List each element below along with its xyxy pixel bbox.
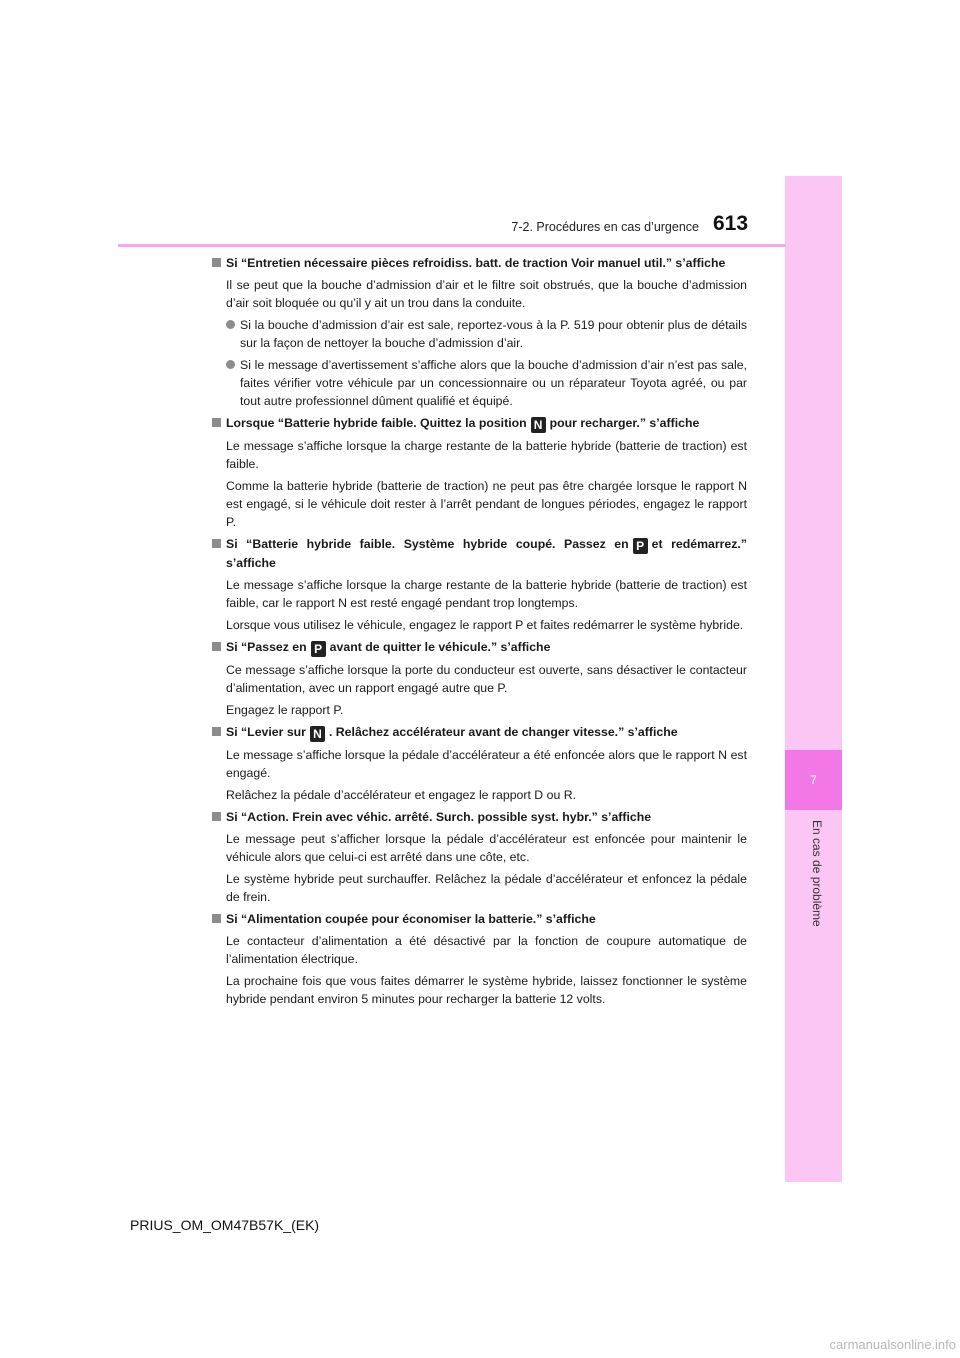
square-bullet-icon [212,642,221,651]
section-heading: Si “Batterie hybride faible. Système hybride coupé. Passez en P et redémarrez.” s’affiche [212,535,747,572]
chapter-title: En cas de problème [810,820,824,927]
page-number: 613 [713,212,749,235]
section-heading: Lorsque “Batterie hybride faible. Quittez la position N pour recharger.” s’affiche [212,414,747,433]
section-hybrid-off [212,535,747,634]
section-cooling-maintenance [212,254,747,410]
paragraph: Comme la batterie hybride (batterie de traction) ne peut pas être chargée lorsque le rapport N est engagé, si le véhicule doit rester à l’arrêt pendant de longues périodes, engagez le rapport P. [226,479,747,529]
paragraph: Le message peut s’afficher lorsque la pédale d’accélérateur est enfoncée pour maintenir le véhicule alors que celui-ci est arrêté dans une côte, etc. [226,832,747,864]
gear-p-icon: P [633,538,648,554]
paragraph: Le message s’affiche lorsque la charge restante de la batterie hybride (batterie de traction) est faible, car le rapport N est resté engagé pendant trop longtemps. [226,578,747,610]
paragraph: La prochaine fois que vous faites démarrer le système hybride, laissez fonctionner le système hybride pendant environ 5 minutes pour recharger la batterie 12 volts. [226,974,747,1006]
paragraph: Le message s’affiche lorsque la charge restante de la batterie hybride (batterie de traction) est faible. [226,439,747,471]
square-bullet-icon [212,812,221,821]
gear-p-icon: P [311,641,326,657]
square-bullet-icon [212,727,221,736]
square-bullet-icon [212,418,221,427]
section-heading: Si “Levier sur N . Relâchez accélérateur avant de changer vitesse.” s’affiche [212,723,747,742]
bullet-item: Si la bouche d’admission d’air est sale, reportez-vous à la P. 519 pour obtenir plus de détails sur la façon de nettoyer la bouche d’admission d’air. [212,316,747,352]
section-low-battery-n [212,414,747,531]
section-heading: Si “Passez en P avant de quitter le véhicule.” s’affiche [212,638,747,657]
round-bullet-icon [226,360,235,369]
section-heading: Si “Action. Frein avec véhic. arrêté. Surch. possible syst. hybr.” s’affiche [212,808,747,826]
gear-n-icon: N [310,726,325,742]
section-power-off [212,910,747,1008]
round-bullet-icon [226,320,235,329]
section-brake-overheat [212,808,747,906]
paragraph: Il se peut que la bouche d’admission d’air et le filtre soit obstrués, que la bouche d’admission d’air soit bloquée ou qu’il y ait un trou dans la conduite. [226,278,747,310]
paragraph: Lorsque vous utilisez le véhicule, engagez le rapport P et faites redémarrer le système hybride. [226,618,744,632]
header-rule [118,244,786,247]
paragraph: Engagez le rapport P. [226,703,344,717]
watermark-link[interactable]: carmanualsonline.info [829,1337,956,1352]
paragraph: Le contacteur d’alimentation a été désactivé par la fonction de coupure automatique de l’alimentation électrique. [226,934,747,966]
chapter-number-tab: 7 [785,750,842,810]
square-bullet-icon [212,258,221,267]
paragraph: Le message s’affiche lorsque la pédale d’accélérateur a été enfoncée alors que le rapport N est engagé. [226,748,747,780]
paragraph: Relâchez la pédale d’accélérateur et engagez le rapport D ou R. [226,788,576,802]
paragraph: Ce message s’affiche lorsque la porte du conducteur est ouverte, sans désactiver le contacteur d’alimentation, avec un rapport engagé autre que P. [226,663,747,695]
section-heading: Si “Entretien nécessaire pièces refroidiss. batt. de traction Voir manuel util.” s’affiche [212,254,747,272]
section-shift-to-p [212,638,747,719]
document-code: PRIUS_OM_OM47B57K_(EK) [130,1217,320,1233]
square-bullet-icon [212,914,221,923]
bullet-item: Si le message d’avertissement s’affiche alors que la bouche d’admission d’air n’est pas sale, faites vérifier votre véhicule par un concessionnaire ou un réparateur Toyota agréé, ou par tout autre professionnel dûment qualifié et équipé. [212,356,747,410]
square-bullet-icon [212,539,221,548]
section-title: 7-2. Procédures en cas d’urgence [511,220,699,234]
paragraph: Le système hybride peut surchauffer. Relâchez la pédale d’accélérateur et enfoncez la pédale de frein. [226,872,747,904]
section-release-accelerator [212,723,747,804]
section-heading: Si “Alimentation coupée pour économiser la batterie.” s’affiche [212,910,747,928]
chapter-side-tab [785,176,842,1182]
page-content [212,254,747,1012]
gear-n-icon: N [531,417,546,433]
